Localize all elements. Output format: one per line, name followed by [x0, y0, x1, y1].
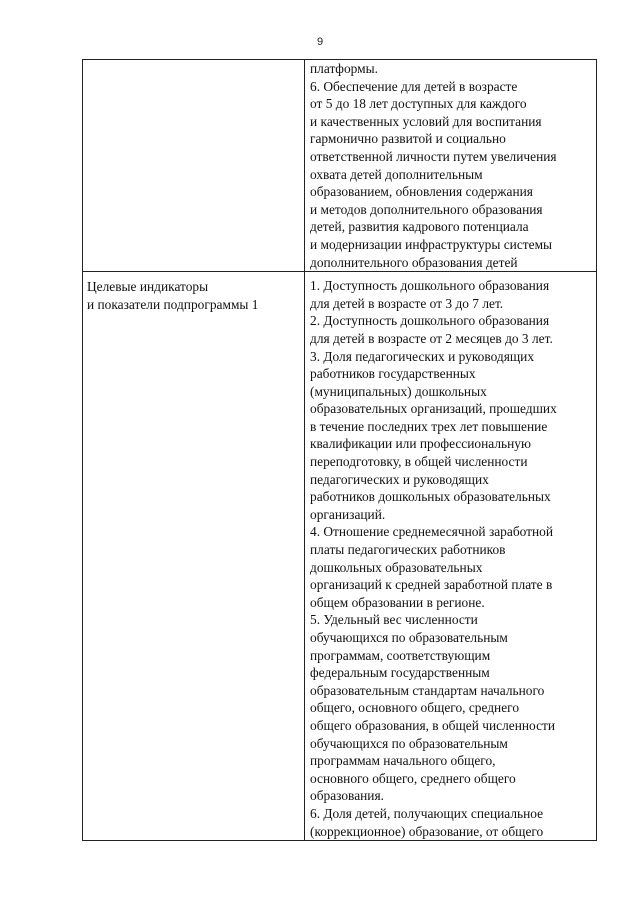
text-line: и методов дополнительного образования — [310, 201, 543, 217]
row-label — [83, 60, 304, 66]
text-line: общего образования, в общей численности — [310, 717, 556, 733]
program-passport-table — [82, 59, 597, 841]
text-line: (муниципальных) дошкольных — [310, 383, 487, 399]
text-line: педагогических и руководящих — [310, 471, 489, 487]
text-line: программам начального общего, — [310, 753, 496, 769]
row-content — [305, 60, 596, 271]
text-line: гармонично развитой и социально — [310, 131, 506, 147]
text-line: дошкольных образовательных — [310, 559, 483, 575]
text-line: Целевые индикаторы — [87, 279, 209, 295]
text-line: основного общего, среднего общего — [310, 770, 516, 786]
text-line: 1. Доступность дошкольного образования — [310, 278, 550, 294]
row-content — [305, 272, 596, 840]
text-line: детей, развития кадрового потенциала — [310, 219, 529, 235]
text-line: 4. Отношение среднемесячной заработной — [310, 524, 554, 540]
text-line: общего, основного общего, среднего — [310, 700, 520, 716]
text-line: программам, соответствующим — [310, 647, 491, 663]
text-line: и качественных условий для воспитания — [310, 113, 542, 129]
page-number: 9 — [316, 36, 324, 48]
table-cell-label — [83, 272, 305, 841]
table-cell-content — [305, 272, 597, 841]
text-line: 6. Обеспечение для детей в возрасте — [310, 78, 518, 94]
text-line: обучающихся по образовательным — [310, 735, 508, 751]
text-line: 6. Доля детей, получающих специальное — [310, 805, 544, 821]
table-row — [83, 60, 597, 272]
text-line: квалификации или профессиональную — [310, 436, 531, 452]
text-line: организаций к средней заработной плате в — [310, 577, 553, 593]
text-line: для детей в возрасте от 2 месяцев до 3 лет. — [310, 330, 553, 346]
text-line: образования. — [310, 788, 384, 804]
text-line: от 5 до 18 лет доступных для каждого — [310, 96, 527, 112]
text-line: переподготовку, в общей численности — [310, 454, 528, 470]
text-line: в течение последних трех лет повышение — [310, 418, 548, 434]
table-row — [83, 272, 597, 841]
text-line: платы педагогических работников — [310, 542, 506, 558]
table-cell-content — [305, 60, 597, 272]
row-label — [83, 272, 304, 313]
text-line: охвата детей дополнительным — [310, 166, 483, 182]
text-line: образовательных организаций, прошедших — [310, 401, 557, 417]
text-line: (коррекционное) образование, от общего — [310, 823, 544, 839]
text-line: федеральным государственным — [310, 665, 490, 681]
text-line: дополнительного образования детей — [310, 254, 518, 270]
text-line: образованием, обновления содержания — [310, 184, 533, 200]
text-line: общем образовании в регионе. — [310, 594, 485, 610]
text-line: обучающихся по образовательным — [310, 630, 508, 645]
text-line: работников дошкольных образовательных — [310, 489, 551, 505]
text-line: образовательным стандартам начального — [310, 682, 545, 698]
text-line: работников государственных — [310, 366, 476, 382]
text-line: и модернизации инфраструктуры системы — [310, 236, 553, 252]
text-line: для детей в возрасте от 3 до 7 лет. — [310, 295, 504, 311]
table-cell-label — [83, 60, 305, 272]
text-line: 2. Доступность дошкольного образования — [310, 313, 550, 329]
text-line: 3. Доля педагогических и руководящих — [310, 348, 535, 364]
text-line: 5. Удельный вес численности — [310, 612, 478, 628]
text-line: организаций. — [310, 506, 386, 522]
text-line: платформы. — [310, 61, 378, 76]
text-line: и показатели подпрограммы 1 — [87, 296, 259, 312]
text-line: ответственной личности путем увеличения — [310, 148, 557, 164]
